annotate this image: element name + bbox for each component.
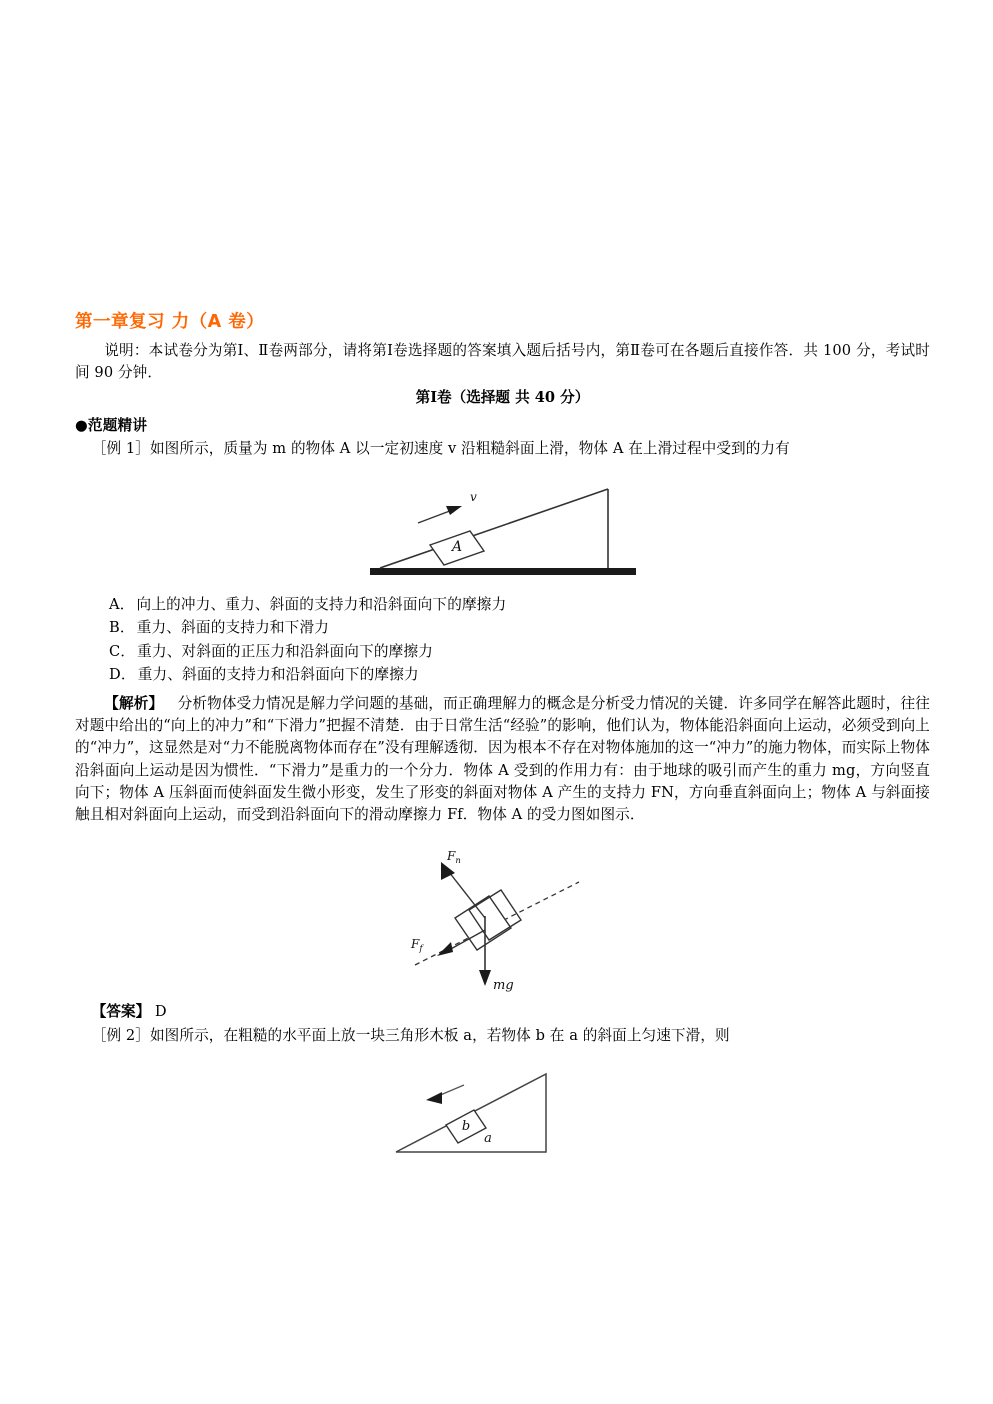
option-b-text: 重力、斜面的支持力和下滑力 [136,619,330,637]
section-heading: ●范题精讲 [75,416,148,434]
option-d [75,663,930,687]
option-a-text: 向上的冲力、重力、斜面的支持力和沿斜面向下的摩擦力 [136,595,507,613]
instructions-paragraph: 说明：本试卷分为第Ⅰ、Ⅱ卷两部分，请将第Ⅰ卷选择题的答案填入题后括号内，第Ⅱ卷可在各题后直接作答．共 100 分，考试时间 90 分钟． [75,341,930,382]
normal-force-label: $F_n$ [446,849,461,867]
page-title: 第一章复习 力（A 卷） [75,312,265,332]
free-body-diagram-svg [393,840,613,1000]
analysis-label: 【解析】 [104,695,164,713]
document-content [75,312,930,1172]
answer-value: D [154,1003,167,1021]
example1-answer [75,1000,930,1023]
option-a-letter: A． [109,595,135,613]
analysis-spacer [163,695,177,712]
incline-diagram-svg [358,475,648,583]
friction-force-label: $F_f$ [410,937,422,955]
wedge-label: a [483,1130,492,1146]
weight-label: mg [492,978,514,994]
option-c [75,640,930,664]
wedge-diagram-svg [378,1062,628,1172]
motion-arrow [426,1085,464,1104]
paper-part-heading: 第Ⅰ卷（选择题 共 40 分） [415,389,590,407]
option-c-text: 重力、对斜面的正压力和沿斜面向下的摩擦力 [137,642,434,660]
example1-options-list [75,593,930,688]
example1-stem: ［例 1］如图所示，质量为 m 的物体 A 以一定初速度 v 沿粗糙斜面上滑，物体 A 在上滑过程中受到的力有 [91,440,790,458]
option-d-text: 重力、斜面的支持力和沿斜面向下的摩擦力 [137,666,419,684]
spacer-3 [75,1048,930,1062]
block-a-label: A [451,538,462,555]
figure-wedge [75,1062,930,1172]
option-b [75,616,930,640]
velocity-arrow [418,506,462,523]
ground-bar [370,568,636,575]
figure-incline-block [75,475,930,583]
spacer [75,461,930,475]
velocity-label: v [469,489,477,504]
figure-free-body [75,840,930,1000]
option-c-letter: C． [109,642,136,660]
spacer-2 [75,826,930,840]
option-a [75,593,930,617]
block-a [430,531,484,565]
option-b-letter: B． [109,619,135,637]
example1-analysis [75,693,930,826]
analysis-text: 分析物体受力情况是解力学问题的基础，而正确理解力的概念是分析受力情况的关键．许多同学在解答此题时，往往对题中给出的“向上的冲力”和“下滑力”把握不清楚．由于日常生活“经验”的影响，他们认为，物体能沿斜面向上运动，必须受到向上的“冲力”，这显然是对“力不能脱离物体而存在”没有理解透彻．因为根本不存在对物体施加的这一“冲力”的施力物体，而实际上物体沿斜面向上运动是因为惯性．“下滑力”是重力的一个分力．物体 A 受到的作用力有：由于地球的吸引而产生的重力 mg，方向竖直向下；物体 A 压斜面而使斜面发生微小形变，发生了形变的斜面对物体 A 产生的支持力 FN，方向垂直斜面向上；物体 A 与斜面接触且相对斜面向上运动，而受到沿斜面向下的滑动摩擦力 Ff．物体 A 的受力图如图示． [75,695,930,823]
answer-label: 【答案】 [91,1003,151,1021]
example2-stem: ［例 2］如图所示，在粗糙的水平面上放一块三角形木板 a，若物体 b 在 a 的斜面上匀速下滑，则 [91,1027,730,1045]
block-b-label: b [461,1118,470,1134]
option-d-letter: D． [109,666,136,684]
normal-force-arrow [441,862,485,918]
incline-surface [380,489,608,568]
